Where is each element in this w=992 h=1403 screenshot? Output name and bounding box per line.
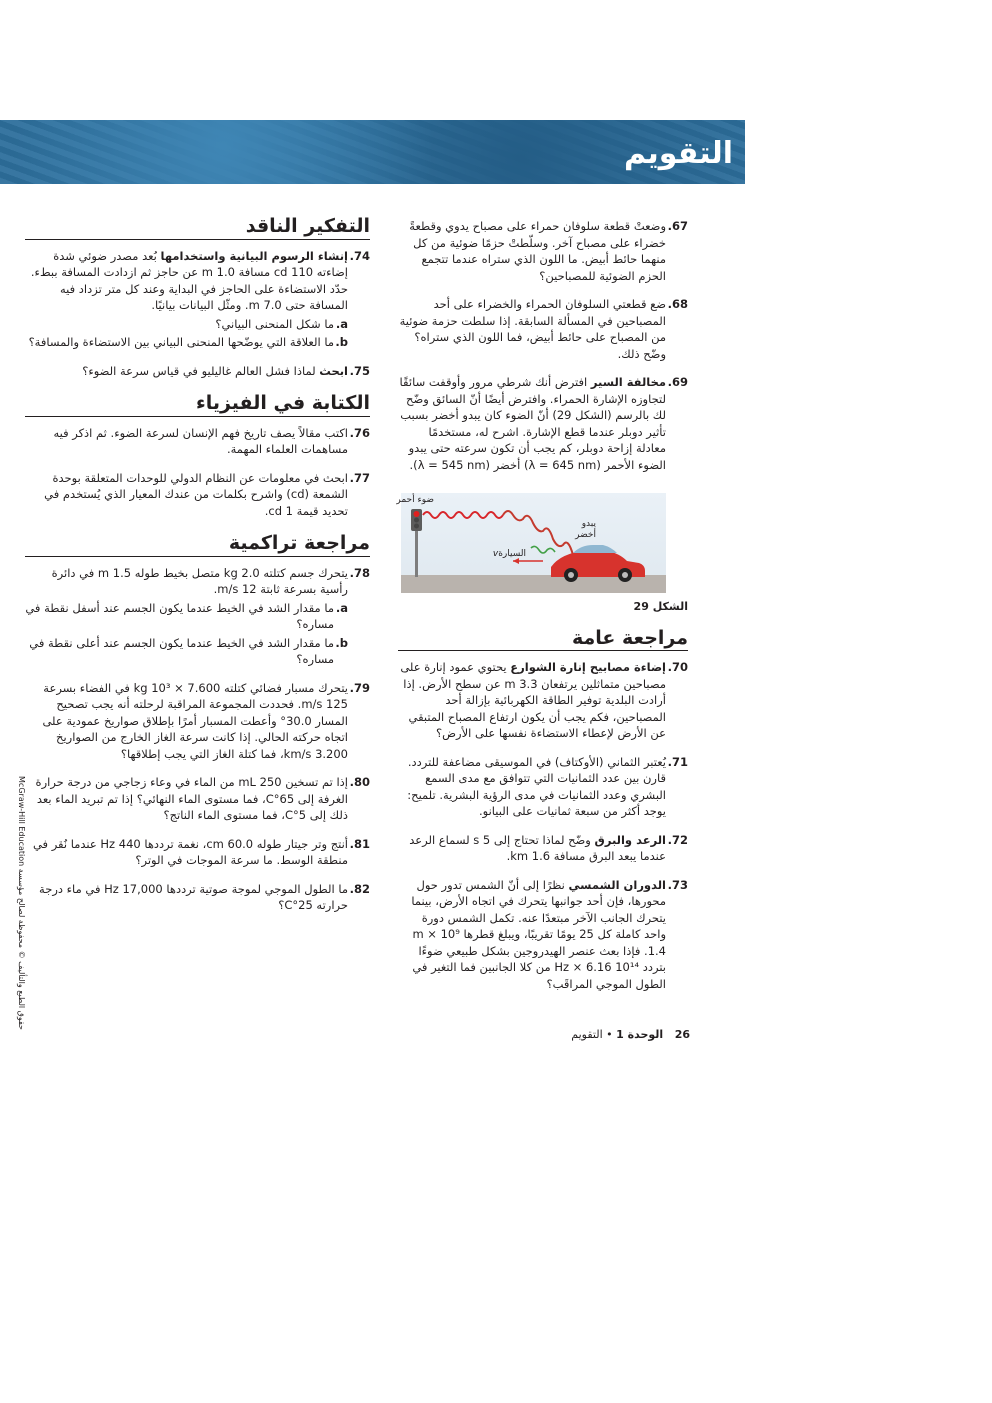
question-67: [398, 218, 688, 284]
sub-text: ما شكل المنحنى البياني؟: [215, 316, 334, 331]
question-72: [398, 832, 688, 865]
question-82: [25, 881, 370, 914]
figure-caption: الشكل 29: [633, 600, 688, 613]
sub-question-b: [25, 334, 348, 351]
sub-question-a: [25, 316, 348, 333]
sub-text: ما مقدار الشد في الخيط عندما يكون الجسم عند أسفل نقطة في مساره؟: [25, 600, 334, 631]
question-76: [25, 425, 370, 458]
page-footer: [560, 1028, 690, 1041]
question-number: 81.: [349, 836, 370, 851]
page-title: التقويم: [624, 136, 733, 171]
question-number: 70.: [667, 660, 688, 674]
question-number: 79.: [349, 680, 370, 695]
label-red-light: ضوء أحمر: [396, 495, 434, 505]
sub-label: b.: [335, 335, 348, 349]
question-title: الدوران الشمسي: [568, 877, 666, 892]
figure-29: [396, 493, 666, 593]
question-71: [398, 754, 688, 820]
question-text: بُعد مصدر ضوئي شدة إضاءته 110 cd مسافة 1.0 m عن حاجز ثم ازدادت المسافة ببطء. حدّد الاستضاءة على الحاجز في البداية وعند كل متر تزداد فيه المسافة حتى 7.0 m. ومثّل البيانات بيانيًا.: [30, 248, 348, 312]
footer-section: التقويم: [571, 1028, 603, 1041]
question-number: 72.: [667, 832, 688, 847]
question-text: افترض أنك شرطي مرور وأوقفت سائقًا لتجاوزه الإشارة الحمراء. وافترض أيضًا أنّ السائق وضّح لك بالرسم (الشكل 29) أنّ الضوء كان يبدو أخضر بسبب تأثير دوبلر عندما قطع الإشارة. اشرح له، مستخدمًا معادلة إزاحة دوبلر، كم يجب أن تكون سرعته حتى يبدو الضوء الأحمر (λ = 645 nm) أخضر (λ = 545 nm).: [399, 375, 666, 472]
question-text: ابحث في معلومات عن النظام الدولي للوحدات المتعلقة بوحدة الشمعة (cd) واشرح بكلمات من عندك المعيار الذي يُستخدم في تحديد قيمة 1 cd.: [44, 470, 348, 518]
question-79: [25, 680, 370, 763]
sub-text: ما العلاقة التي يوضّحها المنحنى البياني بين الاستضاءة والمسافة؟: [28, 335, 334, 349]
car-window: [573, 545, 617, 553]
sub-text: ما مقدار الشد في الخيط عندما يكون الجسم عند أعلى نقطة في مساره؟: [29, 635, 334, 666]
question-title: مخالفة السير: [590, 375, 666, 389]
question-number: 78.: [349, 565, 370, 580]
question-number: 68.: [667, 297, 688, 311]
question-number: 80.: [349, 775, 370, 789]
question-number: 73.: [667, 877, 688, 892]
question-title: ابحث: [319, 363, 348, 378]
doppler-illustration: [401, 493, 666, 593]
question-number: 67.: [667, 219, 688, 233]
question-number: 75.: [349, 363, 370, 378]
question-number: 71.: [667, 754, 688, 769]
question-81: [25, 836, 370, 869]
question-number: 69.: [667, 375, 688, 389]
question-number: 76.: [349, 425, 370, 440]
question-69: [398, 374, 688, 473]
question-text: ضع قطعتي السلوفان الحمراء والخضراء على أحد المصباحين في المسألة السابقة. إذا سلطت حزمة ضوئية من المصباح على حائط أبيض، فما اللون الذي ستراه؟ وضّح ذلك.: [399, 297, 666, 361]
page-number: 26: [674, 1028, 690, 1041]
header-banner: [0, 120, 745, 184]
question-text: لماذا فشل العالم غاليليو في قياس سرعة الضوء؟: [82, 363, 316, 378]
question-70: [398, 659, 688, 742]
copyright-credit: حقوق الطبع والتأليف © محفوظة لصالح مؤسسة McGraw-Hill Education: [17, 776, 26, 1030]
sub-label: a.: [335, 316, 348, 331]
label-car: السيارةv: [492, 549, 526, 559]
question-title: الرعد والبرق: [594, 832, 666, 847]
question-title: إنشاء الرسوم البيانية واستخدامها: [160, 248, 348, 263]
green-wave: [531, 546, 555, 553]
question-text: يُعتبر الثماني (الأوكتاف) في الموسيقى مضاعفة للتردد. قارن بين عدد الثمانيات التي تتوافق مع مدى السمع البشري وعدد الثمانيات في مدى الرؤية البشرية. تلميح: يوجد أكثر من سبعة ثمانيات على البيانو.: [407, 754, 666, 818]
right-column: [398, 218, 688, 1004]
question-text: ما الطول الموجي لموجة صوتية ترددها 17,000 Hz في ماء درجة حرارته 25°C؟: [39, 881, 348, 912]
footer-bullet: •: [606, 1028, 613, 1041]
question-text: يتحرك جسم كتلته 2.0 kg متصل بخيط طوله 1.5 m في دائرة رأسية بسرعة ثابتة 12 m/s.: [51, 565, 348, 596]
question-number: 82.: [349, 881, 370, 896]
label-green: أخضر: [575, 530, 596, 540]
question-68: [398, 296, 688, 362]
sub-question-b: [25, 635, 348, 668]
question-number: 74.: [349, 248, 370, 263]
section-heading-cumulative: مراجعة تراكمية: [25, 535, 370, 557]
section-heading-writing: الكتابة في الفيزياء: [25, 395, 370, 417]
question-text: نظرًا إلى أنّ الشمس تدور حول محورها، فإن أحد جوانبها يتحرك في اتجاه الأرض، بينما يتحرك الجانب الآخر مبتعدًا عنه. تكمل الشمس دورة واحد كاملة كل 25 يومًا تقريبًا، ويبلغ قطرها 10⁹ m × 1.4. فإذا بعث عنصر الهيدروجين بشكل طبيعي ضوءًا بتردد 10¹⁴ Hz × 6.16 من كلا الجانبين فما التغير في الطول الموجي المراقَب؟: [411, 877, 666, 991]
footer-unit: الوحدة 1: [616, 1028, 664, 1041]
sub-label: b.: [335, 635, 348, 650]
question-74: [25, 248, 370, 351]
question-73: [398, 877, 688, 993]
red-wave: [423, 512, 503, 518]
section-heading-general-review: مراجعة عامة: [398, 630, 688, 652]
question-number: 77.: [349, 470, 370, 485]
sub-label: a.: [335, 600, 348, 615]
question-80: [25, 774, 370, 824]
question-title: إضاءة مصابيح إنارة الشوارع: [510, 660, 666, 674]
question-text: اكتب مقالاً يصف تاريخ فهم الإنسان لسرعة الضوء. ثم اذكر فيه مساهمات العلماء المهمة.: [53, 425, 348, 456]
red-lamp: [414, 511, 420, 517]
question-78: [25, 565, 370, 668]
question-text: إذا تم تسخين 250 mL من الماء في وعاء زجاجي من درجة حرارة الغرفة إلى 65°C، فما مستوى الماء النهائي؟ إذا تم تبريد الماء بعد ذلك إلى 5°C، فما مستوى الماء الناتج؟: [35, 775, 348, 822]
left-column: [25, 215, 370, 926]
question-text: أنتج وتر جيتار طوله 60.0 cm، نغمة ترددها 440 Hz عندما نُقر في منطقة الوسط. ما سرعة الموجات في الوتر؟: [32, 836, 348, 867]
question-text: وضعتْ قطعة سلوفان حمراء على مصباح يدوي وقطعةً خضراء على مصباح آخر. وسلّطتْ حزمًا ضوئية من كل منهما حائط أبيض. ما اللون الذي ستراه عندما تتجمع الحزم الضوئية للمصباحين؟: [409, 219, 666, 283]
question-text: يتحرك مسبار فضائي كتلته 7.600 × 10³ kg في الفضاء بسرعة 125 m/s. فحددت المجموعة المراقبة لرحلته أنه يجب تصحيح المسار 30.0° وأعطت المسبار أمرًا بإطلاق صواريخ عمودية على اتجاه حركته الحالي. إذا كانت سرعة الغاز الخارج من الصواريخ 3.200 km/s، فما كتلة الغاز التي يجب إطلاقها؟: [42, 680, 348, 761]
question-75: [25, 363, 370, 380]
question-text: يحتوي عمود إنارة على مصباحين متماثلين يرتفعان 3.3 m عن سطح الأرض. إذا أرادت البلدية توفير الطاقة الكهربائية بإزالة أحد المصباحين، فكم يجب أن يكون ارتفاع المصباح المتبقي عن الأرض لإعطاء الاستضاءة نفسها على الأرض؟: [400, 660, 666, 740]
section-heading-critical-thinking: التفكير الناقد: [25, 218, 370, 240]
label-appears: يبدو: [581, 519, 596, 529]
sub-question-a: [25, 600, 348, 633]
question-text: وضّح لماذا تحتاج إلى 5 s لسماع الرعد عندما يبعد البرق مسافة 1.6 km.: [409, 832, 666, 863]
question-77: [25, 470, 370, 520]
